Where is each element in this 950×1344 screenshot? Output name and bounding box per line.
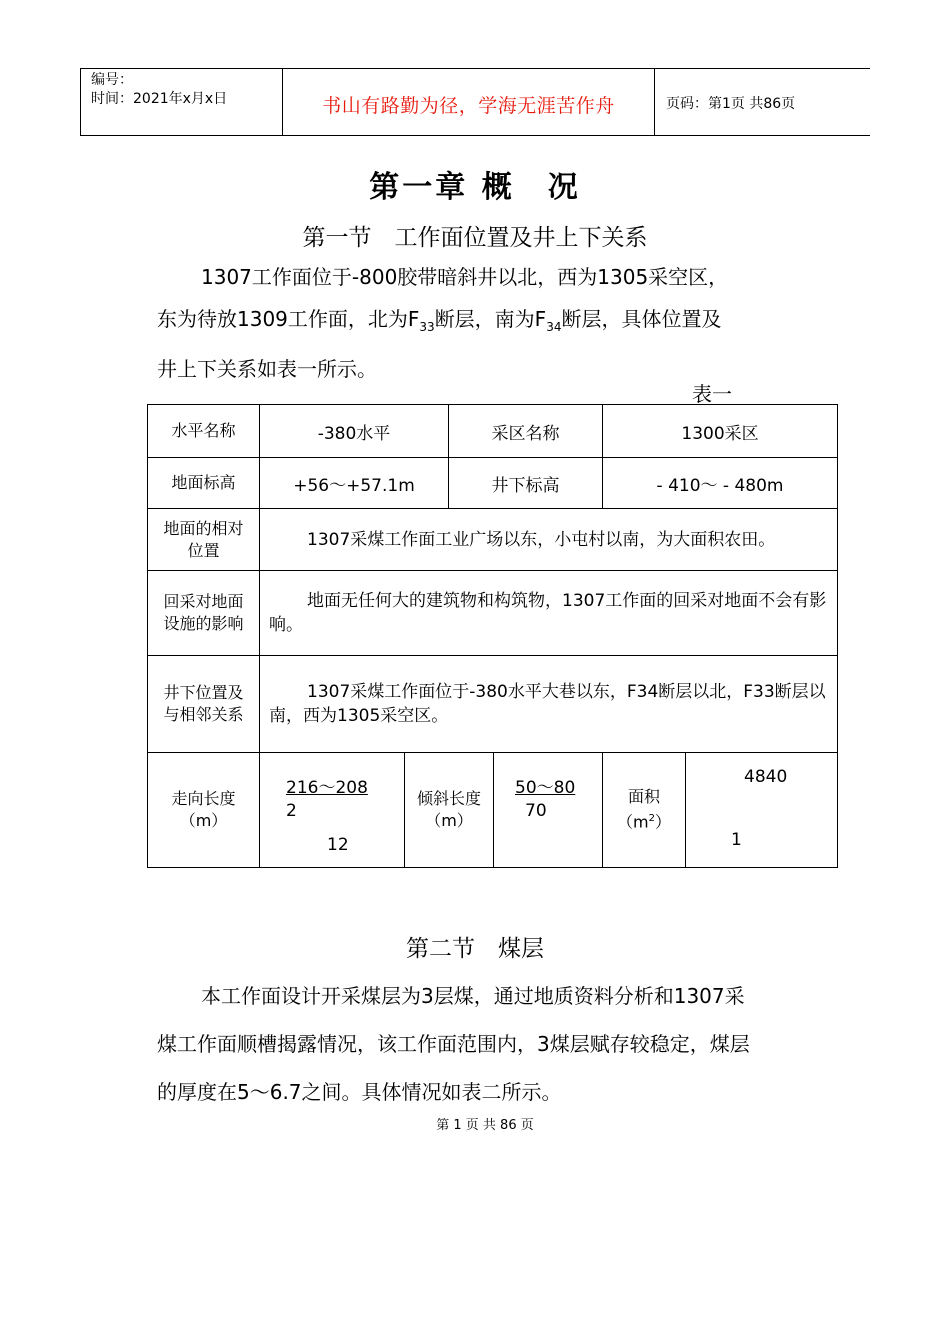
cell-district-label: 采区名称 (449, 405, 603, 458)
section2-paragraph (157, 972, 837, 1116)
cell-area-label: 面积$(m^2)$ (603, 753, 686, 868)
table-row (148, 753, 838, 868)
cell-underground-position-label: 井下位置及与相邻关系 (148, 656, 260, 753)
cell-ground-elev-label: 地面标高 (148, 458, 260, 509)
table-row (148, 656, 838, 753)
cell-area-value (686, 753, 838, 868)
cell-dip-length-value (494, 753, 603, 868)
cell-underground-elev-label: 井下标高 (449, 458, 603, 509)
header-motto: 书山有路勤为径，学海无涯苦作舟 (322, 95, 615, 117)
cell-strike-length-value (260, 753, 405, 868)
number-label: 编号： (91, 72, 133, 88)
section1-title: 第一节 工作面位置及井上下关系 (302, 225, 648, 251)
strike-extra: 12 (327, 835, 349, 855)
section2-title: 第二节 煤层 (406, 936, 544, 962)
header-box (80, 68, 870, 136)
header-meta (91, 71, 227, 109)
cell-dip-length-label: 倾斜长度（m） (405, 753, 494, 868)
cell-underground-elev-value: - 410～ - 480m (603, 458, 838, 509)
chapter-title: 第一章 概 况 (369, 170, 581, 205)
cell-underground-position-value: 1307采煤工作面位于-380水平大巷以东，F34断层以北，F33断层以南，西为1305采空区。 (260, 656, 838, 753)
paragraph-line: 的厚度在5～6.7之间。具体情况如表二所示。 (157, 1080, 562, 1104)
table-row (148, 458, 838, 509)
cell-impact-label: 回采对地面设施的影响 (148, 571, 260, 656)
strike-value: 216～208 (286, 778, 368, 798)
area-value: 4840 (744, 767, 788, 787)
cell-level-name-label: 水平名称 (148, 405, 260, 458)
dip-value: 50～80 (515, 778, 576, 798)
paragraph-line: 本工作面设计开采煤层为3层煤，通过地质资料分析和1307采 (201, 984, 745, 1008)
page-footer: 第 1 页 共 86 页 (436, 1118, 534, 1133)
dip-extra: 70 (525, 801, 547, 821)
cell-relative-position-label: 地面的相对位置 (148, 509, 260, 571)
cell-relative-position-value: 1307采煤工作面工业广场以东，小屯村以南，为大面积农田。 (260, 509, 838, 571)
strike-extra: 2 (286, 801, 297, 821)
paragraph-line: 煤工作面顺槽揭露情况，该工作面范围内，3煤层赋存较稳定，煤层 (157, 1032, 750, 1056)
table-row (148, 405, 838, 458)
cell-ground-elev-value: +56～+57.1m (260, 458, 449, 509)
cell-level-name-value: -380水平 (260, 405, 449, 458)
section1-paragraph (157, 256, 837, 390)
table-row (148, 509, 838, 571)
paragraph-line: 东为待放1309工作面，北为$F_{33}$断层，南为$F_{34}$断层，具体位置及 (157, 307, 722, 334)
paragraph-line: 1307工作面位于-800胶带暗斜井以北，西为1305采空区， (201, 265, 729, 289)
area-extra: 1 (731, 830, 742, 850)
table-row (148, 571, 838, 656)
cell-district-value: 1300采区 (603, 405, 838, 458)
paragraph-line: 井上下关系如表一所示。 (157, 357, 377, 381)
cell-impact-value: 地面无任何大的建筑物和构筑物，1307工作面的回采对地面不会有影响。 (260, 571, 838, 656)
cell-strike-length-label: 走向长度（m） (148, 753, 260, 868)
table1 (147, 404, 838, 868)
header-page-label: 页码：第1页 共86页 (666, 96, 796, 112)
time-label: 时间：2021年x月x日 (91, 91, 228, 107)
table1-caption: 表一 (692, 382, 732, 406)
